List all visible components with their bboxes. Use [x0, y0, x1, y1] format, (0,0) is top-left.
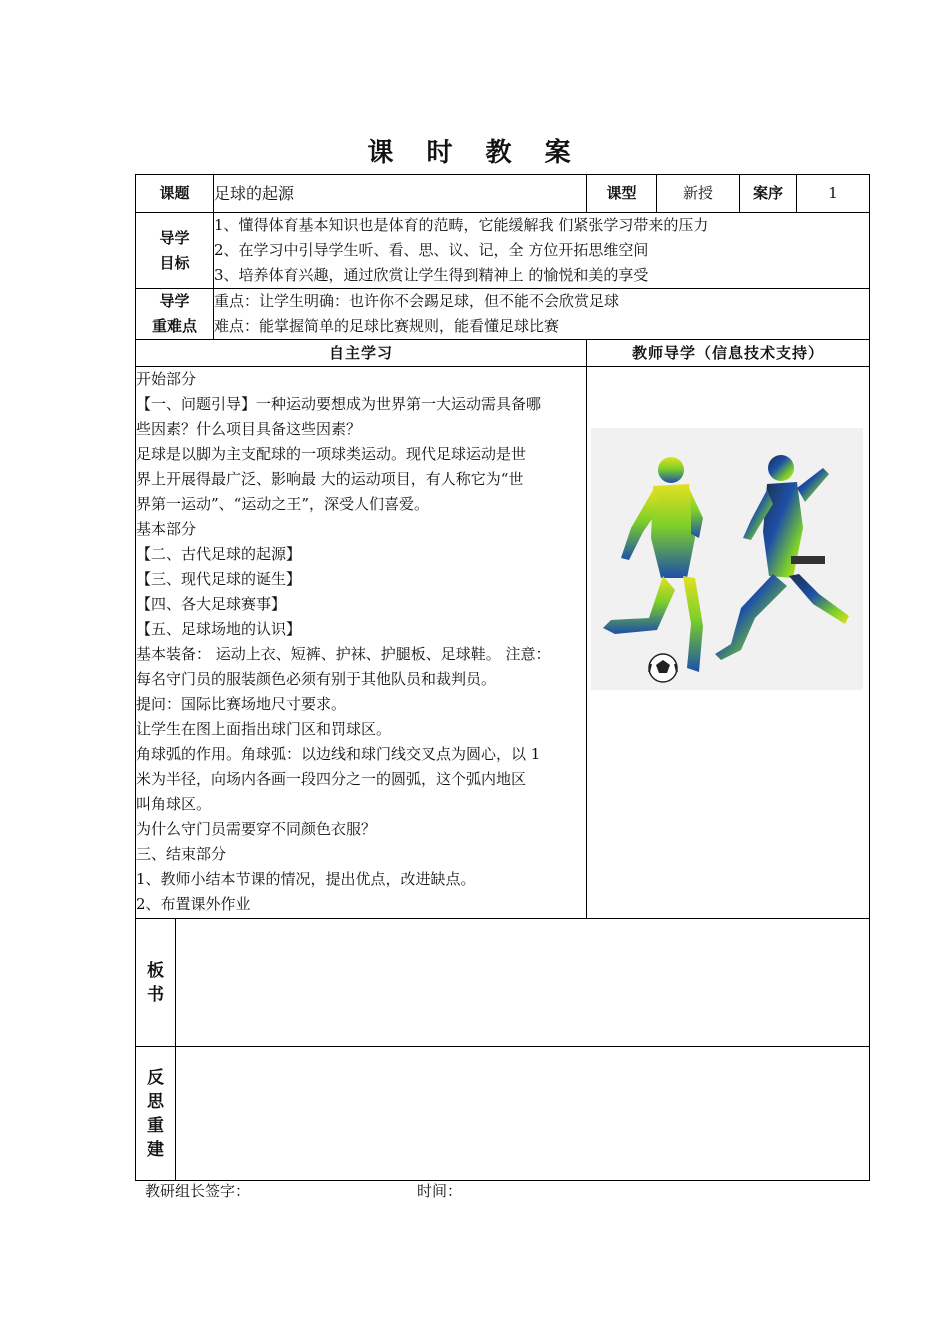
content-line: 【二、古代足球的起源】	[136, 545, 302, 563]
reflection-content-area	[176, 1047, 870, 1181]
goals-label	[136, 213, 214, 289]
reflection-row	[136, 1047, 870, 1181]
reflection-label-char: 建	[147, 1139, 164, 1160]
signature-label: 教研组长签字：	[145, 1182, 251, 1200]
content-line: 【五、足球场地的认识】	[136, 620, 302, 638]
type-value: 新授	[657, 175, 740, 213]
key-point-item: 难点：能掌握简单的足球比赛规则，能看懂足球比赛	[214, 317, 560, 335]
topic-value: 足球的起源	[214, 175, 587, 213]
key-points-label-line1: 导学	[159, 292, 190, 310]
footer	[145, 1180, 463, 1201]
goal-item: 3、培养体育兴趣，通过欣赏让学生得到精神上 的愉悦和美的享受	[214, 266, 649, 284]
board-row	[136, 919, 870, 1047]
content-line: 【一、问题引导】一种运动要想成为世界第一大运动需具备哪	[136, 395, 542, 413]
goal-item: 2、在学习中引导学生听、看、思、议、记，全 方位开拓思维空间	[214, 241, 649, 259]
board-label	[136, 919, 176, 1047]
column-header-row	[136, 340, 870, 367]
order-value: 1	[797, 175, 870, 213]
header-row	[136, 175, 870, 213]
topic-label: 课题	[136, 175, 214, 213]
content-line: 让学生在图上面指出球门区和罚球区。	[136, 720, 392, 738]
page-title: 课 时 教 案	[367, 138, 583, 168]
content-line: 叫角球区。	[136, 795, 212, 813]
lesson-plan-table	[135, 174, 870, 1181]
content-line: 开始部分	[136, 370, 197, 388]
content-line: 角球弧的作用。角球弧：以边线和球门线交叉点为圆心，以 1	[136, 745, 541, 763]
order-label: 案序	[740, 175, 797, 213]
goals-label-line2: 目标	[159, 253, 190, 272]
content-line: 基本装备： 运动上衣、短裤、护袜、护腿板、足球鞋。 注意：	[136, 645, 551, 663]
key-points-label-line2: 重难点	[151, 317, 197, 335]
content-line: 三、结束部分	[136, 845, 227, 863]
soccer-players-image	[591, 428, 863, 690]
content-line: 1、教师小结本节课的情况，提出优点，改进缺点。	[136, 870, 476, 888]
content-line: 每名守门员的服装颜色必须有别于其他队员和裁判员。	[136, 670, 497, 688]
self-study-header: 自主学习	[136, 340, 587, 367]
content-line: 足球是以脚为主支配球的一项球类运动。现代足球运动是世	[136, 445, 527, 463]
type-label: 课型	[587, 175, 657, 213]
goal-item: 1、懂得体育基本知识也是体育的范畴，它能缓解我 们紧张学习带来的压力	[214, 216, 709, 234]
board-content-area	[176, 919, 870, 1047]
content-line: 些因素？什么项目具备这些因素？	[136, 420, 362, 438]
content-line: 基本部分	[136, 520, 197, 538]
key-point-item: 重点：让学生明确：也许你不会踢足球，但不能不会欣赏足球	[214, 292, 620, 310]
goals-content	[214, 213, 870, 289]
time-label: 时间：	[417, 1182, 463, 1200]
teacher-guide-header: 教师导学（信息技术支持）	[587, 340, 870, 367]
content-line: 为什么守门员需要穿不同颜色衣服？	[136, 820, 377, 838]
content-line: 提问：国际比赛场地尺寸要求。	[136, 695, 347, 713]
key-points-label	[136, 289, 214, 340]
reflection-label-char: 思	[147, 1091, 164, 1112]
key-points-row	[136, 289, 870, 340]
goals-label-line1: 导学	[159, 228, 190, 247]
reflection-label-char: 反	[147, 1067, 164, 1088]
board-label-char: 板	[147, 960, 164, 981]
content-line: 【三、现代足球的诞生】	[136, 570, 302, 588]
key-points-content	[214, 289, 870, 340]
main-content-row	[136, 367, 870, 919]
soccer-players-illustration	[591, 428, 863, 690]
content-line: 米为半径，向场内各画一段四分之一的圆弧，这个弧内地区	[136, 770, 527, 788]
content-line: 2、布置课外作业	[136, 895, 251, 913]
content-line: 界第一运动”、“运动之王”，深受人们喜爱。	[136, 495, 430, 513]
reflection-label	[136, 1047, 176, 1181]
content-line: 【四、各大足球赛事】	[136, 595, 287, 613]
content-line: 界上开展得最广泛、影响最 大的运动项目，有人称它为“世	[136, 470, 524, 488]
self-study-content	[136, 367, 587, 919]
board-label-char: 书	[147, 984, 164, 1005]
teacher-guide-content	[587, 367, 870, 919]
reflection-label-char: 重	[147, 1115, 164, 1136]
soccer-ball-icon	[649, 654, 677, 682]
goals-row	[136, 213, 870, 289]
